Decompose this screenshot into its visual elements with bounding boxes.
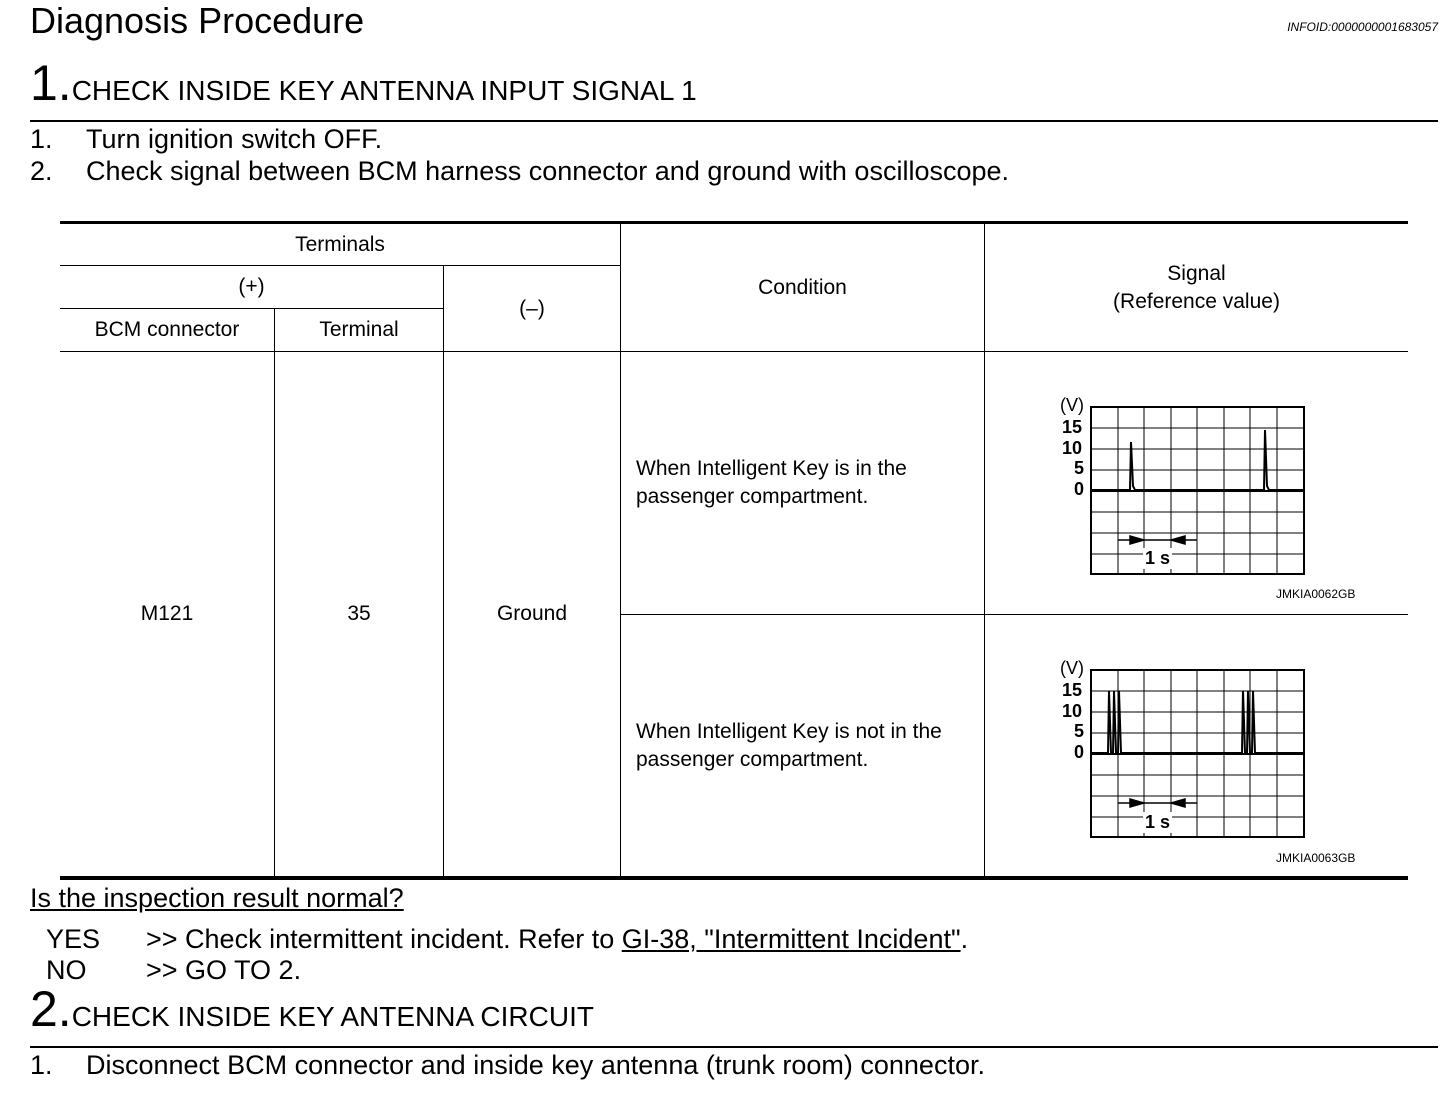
page-title: Diagnosis Procedure bbox=[30, 0, 365, 41]
answer-no bbox=[46, 955, 301, 986]
step-1-instruction-2: 2. Check signal between BCM harness connector and ground with oscilloscope. bbox=[30, 156, 1010, 186]
cell-bcm-connector: M121 bbox=[140, 602, 194, 625]
scope-2-tick-5: 5 bbox=[1074, 721, 1085, 741]
cell-terminal: 35 bbox=[347, 602, 371, 625]
scope-1-tick-15: 15 bbox=[1062, 417, 1083, 437]
answer-no-text: >> GO TO 2. bbox=[146, 955, 302, 985]
scope-2-unit: (V) bbox=[1060, 658, 1084, 678]
cell-condition-2: When Intelligent Key is not in the passenger compartment. bbox=[636, 719, 942, 771]
header-minus: (–) bbox=[519, 296, 545, 320]
header-signal bbox=[985, 224, 1408, 351]
cell-condition-1: When Intelligent Key is in the passenger compartment. bbox=[636, 457, 907, 508]
scope-1-tick-10: 10 bbox=[1062, 438, 1083, 458]
answer-yes: YES >> Check intermittent incident. Refer to GI-38, "Intermittent Incident". bbox=[46, 924, 969, 954]
scope-2-tick-0: 0 bbox=[1074, 742, 1085, 762]
scope-1-tick-5: 5 bbox=[1074, 458, 1085, 478]
answer-yes-key: YES bbox=[46, 924, 101, 954]
answer-no-key: NO bbox=[46, 955, 87, 985]
scope-2-tick-15: 15 bbox=[1062, 680, 1083, 700]
time-marker-1 bbox=[1118, 536, 1197, 544]
step-1-instruction-1: 1. Turn ignition switch OFF. bbox=[30, 124, 383, 154]
step-1-heading bbox=[30, 55, 697, 111]
step-1-title: CHECK INSIDE KEY ANTENNA INPUT SIGNAL 1 bbox=[71, 75, 697, 106]
scope-2-time-label: 1 s bbox=[1145, 812, 1171, 832]
oscilloscope-grid-2 bbox=[1090, 669, 1306, 839]
header-terminal: Terminal bbox=[319, 318, 399, 341]
scope-1-tick-0: 0 bbox=[1074, 479, 1085, 499]
step-2-rule bbox=[30, 1046, 1438, 1048]
step-2-title: CHECK INSIDE KEY ANTENNA CIRCUIT bbox=[71, 1001, 594, 1032]
time-marker-2 bbox=[1118, 799, 1197, 807]
cell-minus: Ground bbox=[496, 602, 568, 625]
step-2-heading bbox=[30, 981, 594, 1037]
figure-id-1: JMKIA0062GB bbox=[1276, 587, 1356, 601]
header-condition: Condition bbox=[758, 275, 847, 299]
inspection-question: Is the inspection result normal? bbox=[30, 883, 404, 913]
table-bottom-rule bbox=[60, 876, 1408, 880]
header-signal-title: Signal bbox=[1167, 261, 1226, 285]
header-plus: (+) bbox=[238, 275, 265, 298]
figure-id-2: JMKIA0063GB bbox=[1276, 851, 1356, 865]
info-id: INFOID:0000000001683057 bbox=[1287, 20, 1438, 34]
step-2-instruction-1: 1. Disconnect BCM connector and inside key antenna (trunk room) connector. bbox=[30, 1050, 985, 1080]
header-bcm-connector: BCM connector bbox=[94, 318, 240, 341]
step-2-number: 2. bbox=[30, 981, 72, 1037]
header-terminals: Terminals bbox=[295, 232, 385, 256]
oscilloscope-grid-1 bbox=[1090, 406, 1306, 576]
intermittent-incident-link[interactable]: GI-38, "Intermittent Incident" bbox=[621, 924, 961, 954]
scope-1-time-label: 1 s bbox=[1145, 548, 1171, 568]
step-1-number: 1. bbox=[30, 55, 72, 111]
scope-1-unit: (V) bbox=[1060, 395, 1084, 415]
scope-2-tick-10: 10 bbox=[1062, 701, 1083, 721]
answer-yes-text: >> Check intermittent incident. Refer to bbox=[146, 924, 622, 954]
step-1-rule bbox=[30, 120, 1438, 122]
header-signal-reference: (Reference value) bbox=[1113, 289, 1280, 313]
